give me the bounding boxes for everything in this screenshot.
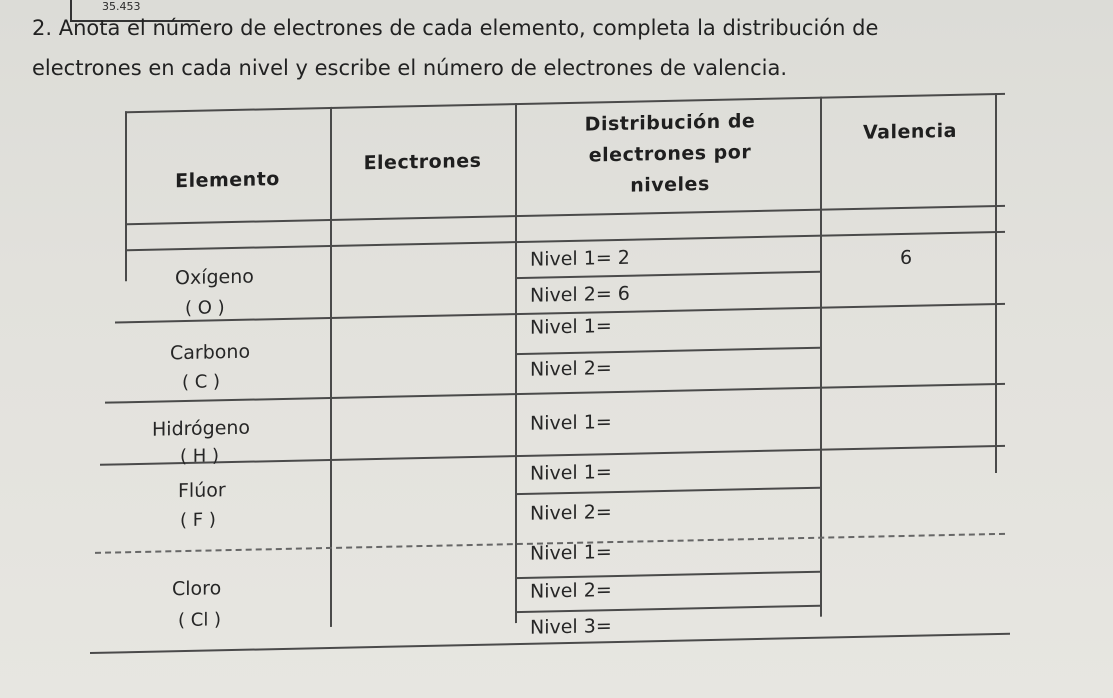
top-note: 35.453 — [70, 0, 200, 22]
level-hydrogen-1: Nivel 1= — [530, 411, 612, 435]
element-symbol-fluorine: ( F ) — [180, 509, 216, 532]
level-carbon-2: Nivel 2= — [530, 357, 612, 381]
level-line — [515, 571, 820, 579]
header-element: Elemento — [175, 168, 280, 193]
level-fluorine-1: Nivel 1= — [530, 461, 612, 485]
element-name-fluorine: Flúor — [178, 479, 226, 503]
level-carbon-1: Nivel 1= — [530, 315, 612, 339]
level-line — [515, 271, 820, 279]
header-bottom-border — [125, 205, 1005, 225]
electron-table — [90, 93, 1020, 652]
header-electrons: Electrones — [363, 149, 482, 175]
level-oxygen-2: Nivel 2= 6 — [530, 282, 630, 307]
element-name-hydrogen: Hidrógeno — [152, 416, 251, 441]
row-sep-2 — [105, 383, 1005, 404]
instruction-line-1: 2. Anota el número de electrones de cada elemento, completa la distribución de — [32, 16, 879, 40]
level-fluorine-2: Nivel 2= — [530, 501, 612, 525]
element-symbol-carbon: ( C ) — [182, 371, 221, 394]
level-line — [515, 605, 820, 613]
level-oxygen-1: Nivel 1= 2 — [530, 246, 630, 271]
table-right-border — [995, 93, 997, 473]
element-symbol-hydrogen: ( H ) — [180, 445, 220, 468]
element-name-carbon: Carbono — [170, 340, 251, 365]
table-left-border — [125, 111, 127, 281]
instruction-line-2: electrones en cada nivel y escribe el número de electrones de valencia. — [32, 56, 787, 80]
level-chlorine-3: Nivel 3= — [530, 615, 612, 639]
element-symbol-chlorine: ( Cl ) — [178, 609, 222, 632]
element-name-chlorine: Cloro — [172, 577, 222, 601]
element-symbol-oxygen: ( O ) — [185, 297, 225, 320]
valence-oxygen: 6 — [900, 246, 913, 270]
level-chlorine-2: Nivel 2= — [530, 579, 612, 603]
header-distribution: Distribución de electrones por niveles — [584, 110, 756, 197]
level-line — [515, 487, 820, 495]
element-name-oxygen: Oxígeno — [175, 265, 254, 290]
level-line — [515, 347, 820, 355]
header-valence: Valencia — [862, 119, 957, 144]
level-chlorine-1: Nivel 1= — [530, 541, 612, 565]
